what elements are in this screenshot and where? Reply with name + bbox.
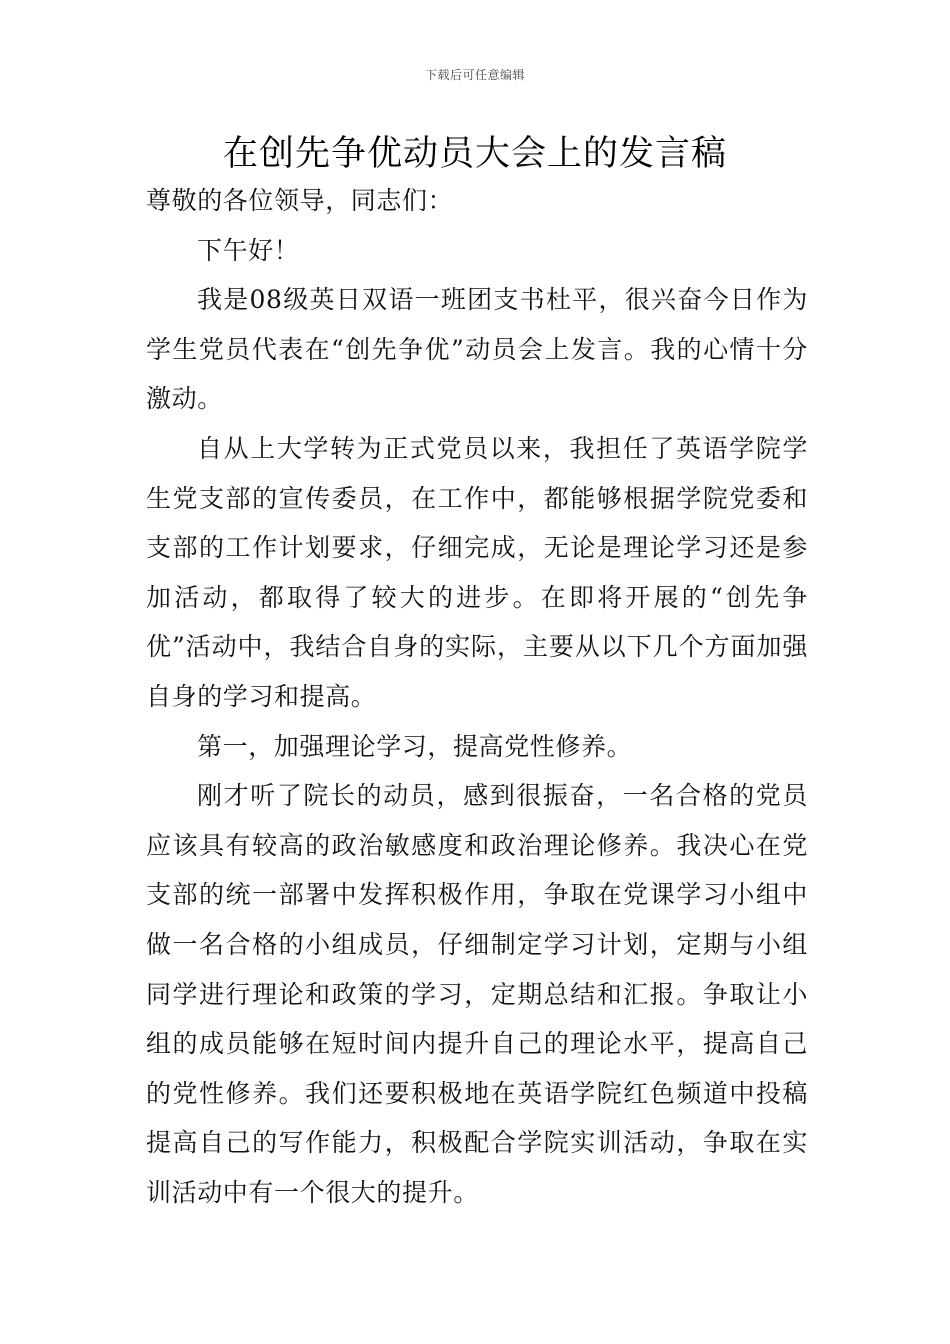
paragraph-theory-study: 刚才听了院长的动员，感到很振奋，一名合格的党员应该具有较高的政治敏感度和政治理论修养。我决心在党支部的统一部署中发挥积极作用，争取在党课学习小组中做一名合格的小组成员，仔细制定学习计划，定期与小组同学进行理论和政策的学习，定期总结和汇报。争取让小组的成员能够在短时间内提升自己的理论水平，提高自己的党性修养。我们还要积极地在英语学院红色频道中投稿提高自己的写作能力，积极配合学院实训活动，争取在实训活动中有一个很大的提升。 [146, 781, 808, 1207]
paragraph-greeting: 下午好！ [197, 235, 300, 265]
section-heading-first: 第一，加强理论学习，提高党性修养。 [197, 731, 633, 761]
paragraph-introduction: 我是08级英日双语一班团支书杜平，很兴奋今日作为学生党员代表在“创先争优”动员会上发言。我的心情十分激动。 [146, 285, 808, 414]
paragraph-background: 自从上大学转为正式党员以来，我担任了英语学院学生党支部的宣传委员，在工作中，都能够根据学院党委和支部的工作计划要求，仔细完成，无论是理论学习还是参加活动，都取得了较大的进步。在即将开展的“创先争优”活动中，我结合自身的实际，主要从以下几个方面加强自身的学习和提高。 [146, 433, 808, 711]
header-note: 下载后可任意编辑 [424, 68, 525, 82]
document-title: 在创先争优动员大会上的发言稿 [222, 134, 727, 174]
salutation: 尊敬的各位领导，同志们： [146, 186, 454, 215]
document-body [146, 176, 808, 1217]
